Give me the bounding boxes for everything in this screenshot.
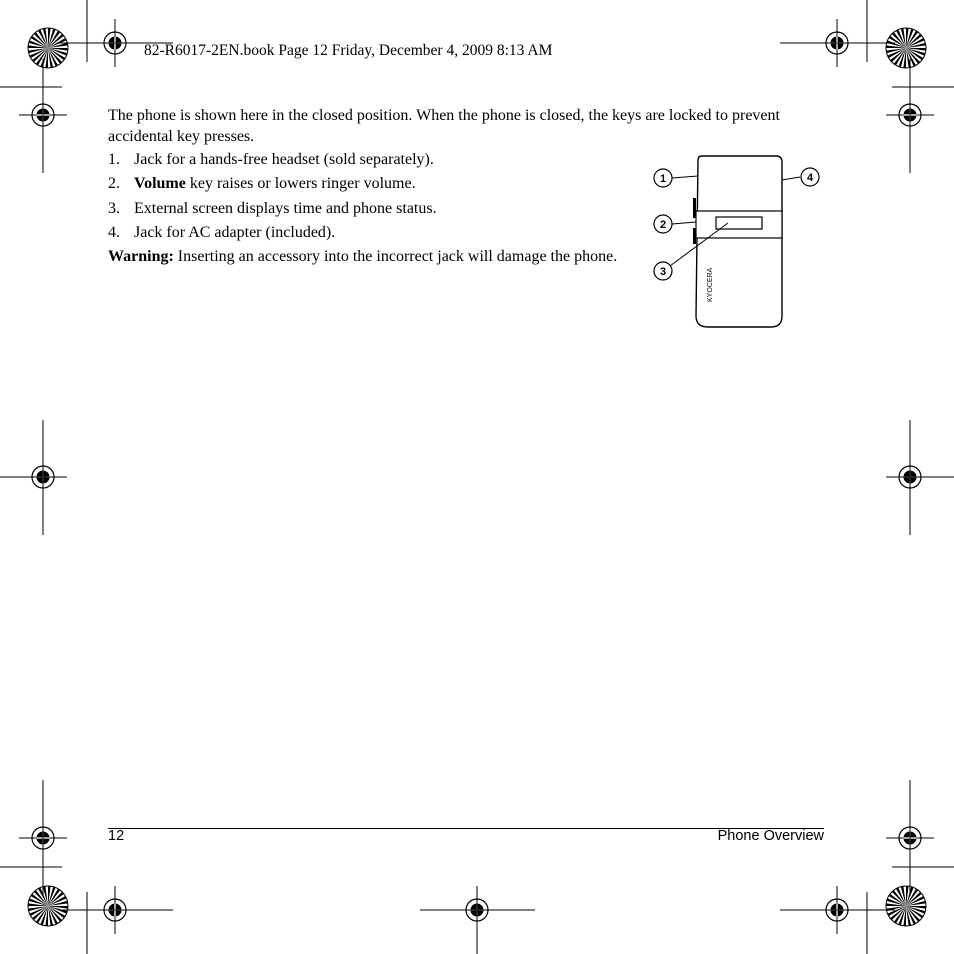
list-item [108,173,628,197]
warning-text: Inserting an accessory into the incorrect jack will damage the phone. [173,248,618,265]
list-item [108,198,628,222]
kyocera-logo: KYOCERA [707,267,714,302]
list-item [108,149,628,173]
callout-label: 1 [659,173,667,185]
warning-label: Warning: [108,248,174,265]
item-text: External screen displays time and phone status. [134,199,437,217]
callout-2 [654,215,672,233]
page-number: 12 [108,828,125,844]
list-item [108,222,628,246]
item-text: Jack for AC adapter (included). [134,223,336,241]
feature-list [108,149,628,246]
print-slug: 82-R6017-2EN.book Page 12 Friday, December 4, 2009 8:13 AM [144,42,553,59]
star-target [28,886,68,926]
closed-phone-diagram [648,150,828,335]
item-text: Jack for a hands-free headset (sold separately). [134,151,434,168]
intro-paragraph: The phone is shown here in the closed position. When the phone is closed, the keys are locked to prevent accidental key presses. [108,107,780,145]
item-text: key raises or lowers ringer volume. [185,175,416,193]
callout-4 [801,168,819,186]
callout-label: 3 [659,266,667,278]
footer-rule [108,828,824,829]
star-target [886,28,926,68]
callout-3 [654,262,672,280]
star-target [886,886,926,926]
section-title: Phone Overview [717,828,824,844]
callout-1 [654,169,672,187]
item-number: 2. [108,175,120,193]
callout-label: 2 [659,219,667,231]
callout-label: 4 [806,172,814,184]
warning-paragraph [108,246,643,267]
item-number: 4. [108,223,120,241]
star-target [28,28,68,68]
item-bold: Volume [134,175,186,193]
item-number: 1. [108,151,120,168]
item-number: 3. [108,199,120,217]
